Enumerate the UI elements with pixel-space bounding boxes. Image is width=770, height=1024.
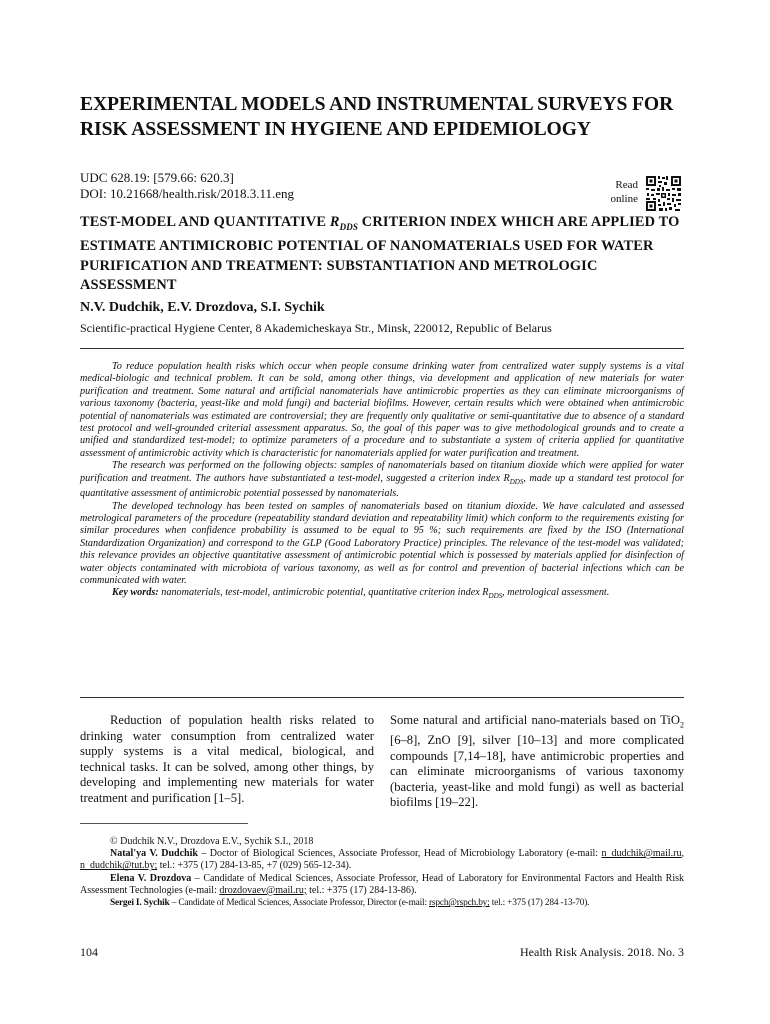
- author-name: Elena V. Drozdova: [110, 872, 192, 884]
- keywords-text: nanomaterials, test-model, antimicrobic potential, quantitative criterion index R: [158, 587, 489, 599]
- section-title: EXPERIMENTAL MODELS AND INSTRUMENTAL SURVEYS FOR RISK ASSESSMENT IN HYGIENE AND EPIDEMIOLOGY: [80, 94, 674, 140]
- footnotes: [80, 836, 684, 909]
- email-link[interactable]: n_dudchik@tut.by;: [80, 860, 158, 872]
- divider-top: [80, 348, 684, 349]
- body-paragraph: Reduction of population health risks related to drinking water consumption from centralized water supply systems is a vital medical, biological, and technical tasks. It can be solved, among other things, by developing and implementing new materials for water treatment and purification [1–5].: [80, 713, 374, 805]
- abstract-subscript: DDS: [509, 477, 524, 486]
- keywords-text: , metrological assessment.: [502, 587, 610, 599]
- article-title-part2: CRITERION INDEX WHICH ARE APPLIED TO ESTIMATE ANTIMICROBIC POTENTIAL OF NANOMATERIALS USED FOR WATER PURIFICATION AND TREATMENT: SUBSTANTIATION AND METROLOGIC ASSESSMENT: [80, 214, 680, 294]
- doi-link[interactable]: DOI: 10.21668/health.risk/2018.3.11.eng: [80, 186, 294, 201]
- author-note: [80, 897, 684, 909]
- author-info: – Doctor of Biological Sciences, Associate Professor, Head of Microbiology Laboratory (e-mail:: [197, 848, 602, 860]
- abstract-text: , made up a standard test protocol for quantitative assessment of antimicrobic potential possessed by nanomaterials.: [80, 472, 684, 500]
- body-column-right: [390, 713, 684, 811]
- page-number: 104: [80, 945, 98, 959]
- criterion-letter: R: [329, 214, 340, 230]
- abstract-paragraph: To reduce population health risks which occur when people consume drinking water from centralized water supply systems is a vital medical-biologic and technical problem. It can be sold, among other things, via development and application of new materials for water purification and treatment. Some natural and artificial nanomaterials have antimicrobic properties as they can eliminate microorganisms of various taxonomy (bacteria, yeast-like and mold fungi) and bacterial biofilms. However, certain results which were obtained when antimicrobic potential of nanomaterials was estimated are controversial; they are frequently only qualitative or semi-quantitative due to absence of a standard test protocol and well-grounded criterial assessment apparatus. So, the goal of this paper was to give methodological grounds and to create a unified and standardized test-model; to optimize parameters of a procedure and to substantiate a system of criteria applied for quantitative assessment of antimicrobic activity which is characteristic for nanomaterials applied for water purification and treatment.: [80, 361, 684, 459]
- abstract-text: The research was performed on the following objects: samples of nanomaterials based on titanium dioxide which were applied for water purification and treatment. The authors have substantiated a test-model, suggested a criterion index R: [80, 460, 684, 484]
- body-text: [6–8], ZnO [9], silver [10–13] and more complicated compounds [7,14–18], have antimicrobic properties and can eliminate microorganisms of various taxonomy (bacteria, yeast-like and mold fungi) as well as bacterial biofilms [19–22].: [390, 733, 684, 810]
- journal-name: Health Risk Analysis. 2018. No. 3: [520, 945, 684, 959]
- article-title-part1: TEST-MODEL AND QUANTITATIVE: [80, 214, 330, 230]
- author-info: – Candidate of Medical Sciences, Associate Professor, Head of Laboratory for Environmental Factors and Health Risk Assessment Technologies (e-mail:: [80, 872, 684, 896]
- author-phone: tel.: +375 (17) 284-13-85, +7 (029) 565-12-34).: [157, 860, 352, 872]
- author-note: [80, 848, 684, 872]
- separator: ,: [681, 848, 684, 860]
- body-paragraph: [390, 713, 684, 811]
- read-online-label[interactable]: [596, 178, 638, 206]
- abstract-paragraph: [80, 460, 684, 500]
- email-link[interactable]: drozdovaev@mail.ru;: [219, 884, 307, 896]
- keywords-subscript: DDS: [488, 592, 503, 601]
- footnote-rule: [80, 823, 248, 824]
- affiliation: Scientific-practical Hygiene Center, 8 Akademicheskaya Str., Minsk, 220012, Republic of Belarus: [80, 321, 552, 335]
- authors: N.V. Dudchik, E.V. Drozdova, S.I. Sychik: [80, 300, 325, 315]
- author-phone: tel.: +375 (17) 284-13-86).: [306, 884, 417, 896]
- read-online-line2: online: [610, 193, 638, 205]
- qr-code-icon[interactable]: [645, 175, 682, 212]
- copyright-notice: © Dudchik N.V., Drozdova E.V., Sychik S.I., 2018: [110, 836, 314, 847]
- author-note: [80, 873, 684, 897]
- udc-code: UDC 628.19: [579.66: 620.3]: [80, 170, 234, 185]
- criterion-subscript: DDS: [339, 221, 359, 232]
- abstract: [80, 361, 684, 603]
- keywords-label: Key words:: [112, 587, 159, 599]
- abstract-paragraph: The developed technology has been tested on samples of nanomaterials based on titanium dioxide. We have calculated and assessed metrological parameters of the procedure (repeatability standard deviation and repeatability limit) which conform to the requirements existing for similar procedures when confidence probability is assumed to be equal to 95 %; such requirements are fixed by the ISO (International Standardization Organization) and correspond to the GLP (Good Laboratory Practice) principles. The relevance of the test-model was validated; this relevance provides an objective quantitative assessment of antimicrobic potential which is possessed by materials applied for disinfection of water objects contaminated with microbiota of various taxonomy, as well as for control and prevention of bacterial infections which can be communicated with water.: [80, 500, 684, 586]
- author-name: Sergei I. Sychik: [110, 898, 170, 909]
- author-info: – Candidate of Medical Sciences, Associate Professor, Director (e-mail:: [169, 898, 429, 909]
- body-subscript: 2: [680, 720, 684, 730]
- author-name: Natal'ya V. Dudchik: [110, 848, 198, 860]
- body-text: Some natural and artificial nano-materials based on TiO: [390, 713, 680, 727]
- criterion-symbol: [330, 214, 358, 230]
- body-column-left: [80, 713, 374, 807]
- divider-bottom: [80, 697, 684, 698]
- author-phone: tel.: +375 (17) 284 -13-70).: [489, 898, 590, 909]
- article-meta: [80, 170, 294, 202]
- email-link[interactable]: rspch@rspch.by;: [429, 898, 490, 909]
- keywords: [80, 587, 684, 602]
- email-link[interactable]: n_dudchik@mail.ru: [601, 848, 682, 860]
- read-online-line1: Read: [615, 179, 638, 191]
- article-title: [80, 213, 692, 296]
